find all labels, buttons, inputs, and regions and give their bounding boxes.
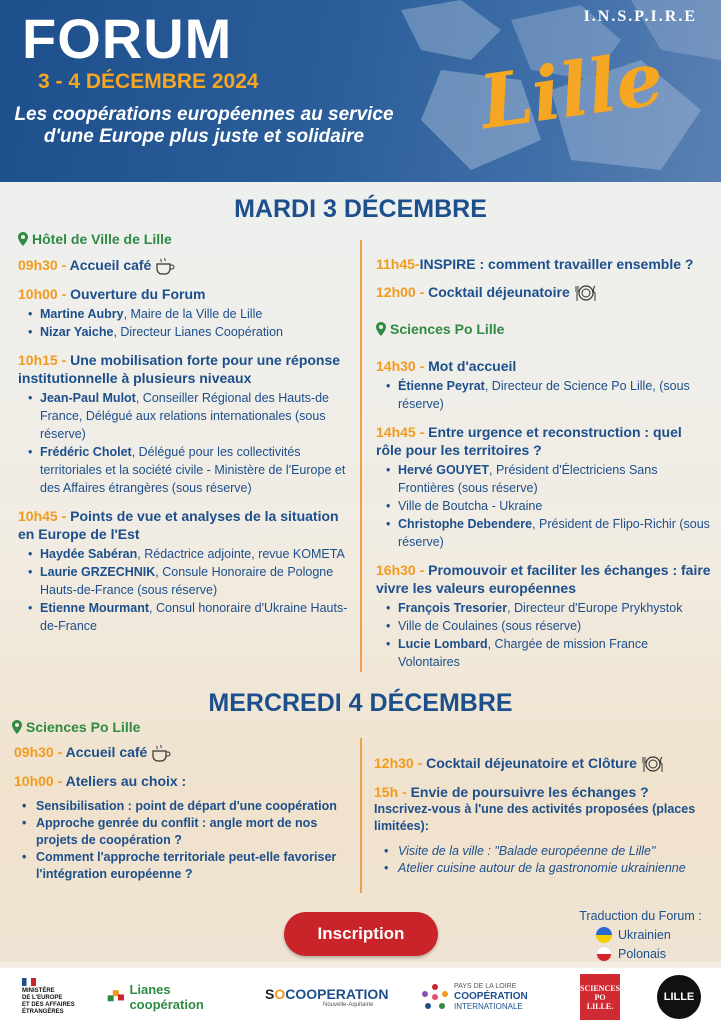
- speaker-item: • Étienne Peyrat, Directeur de Science Po Lille, (sous réserve): [386, 377, 711, 413]
- speaker-item: • Nizar Yaiche, Directeur Lianes Coopération: [28, 323, 358, 341]
- lianes-cooperation-logo: Lianes coopération: [106, 974, 231, 1020]
- schedule-slot: [18, 285, 358, 341]
- slot-time: 10h00 -: [14, 773, 66, 790]
- language-polish: Polonais: [596, 946, 713, 962]
- speaker-item: • Frédéric Cholet, Délégué pour les collectivités territoriales et la société civile - Ministère de l'Europe et des Affaires étrangères (sous réserve): [28, 443, 358, 497]
- coffee-cup-icon: [151, 744, 173, 762]
- slot-title: Promouvoir et faciliter les échanges : faire vivre les valeurs européennes: [376, 562, 711, 596]
- schedule-slot: [376, 561, 711, 671]
- ukraine-flag-icon: [596, 927, 612, 943]
- day2-right-column: [374, 754, 714, 877]
- ville-de-lille-logo: LILLE: [657, 975, 701, 1019]
- schedule-slot: [376, 255, 716, 273]
- french-flag-icon: [22, 978, 36, 986]
- day1-right-top: [376, 255, 716, 302]
- speaker-item: • Christophe Debendere, Président de Flipo-Richir (sous réserve): [386, 515, 711, 551]
- schedule-slot: [376, 357, 711, 413]
- slot-title: Entre urgence et reconstruction : quel rôle pour les territoires ?: [376, 424, 682, 458]
- header-banner: [0, 0, 721, 182]
- sciences-po-lille-logo: SCIENCES PO LILLE.: [580, 974, 620, 1020]
- slot-time: 10h00 -: [18, 286, 71, 303]
- slot-time: 10h45 -: [18, 508, 71, 525]
- partner-logos-footer: [0, 968, 721, 1024]
- poland-flag-icon: [596, 946, 612, 962]
- slot-title: Accueil café: [69, 257, 152, 273]
- inscription-text: Inscrivez-vous à l'une des activités proposées (places limitées):: [374, 802, 696, 834]
- slot-time: 12h30 -: [374, 755, 427, 771]
- so-cooperation-logo: SOCOOPERATION Nouvelle-Aquitaine: [265, 986, 389, 1008]
- translation-box: [568, 909, 713, 962]
- speaker-item: • Haydée Sabéran, Rédactrice adjointe, revue KOMETA: [28, 545, 358, 563]
- pays-de-la-loire-logo: PAYS DE LA LOIRE COOPÉRATION INTERNATIONALE: [420, 974, 550, 1020]
- day1-left-column: [18, 256, 358, 635]
- place-label: Hôtel de Ville de Lille: [32, 231, 172, 247]
- slot-title: INSPIRE : comment travailler ensemble ?: [419, 256, 694, 272]
- activity-item: • Atelier cuisine autour de la gastronomie ukrainienne: [384, 860, 714, 877]
- schedule-slot: [18, 351, 358, 497]
- forum-subtitle: Les coopérations européennes au service d'une Europe plus juste et solidaire: [14, 104, 394, 147]
- forum-title: FORUM: [22, 7, 233, 70]
- slot-title: Mot d'accueil: [428, 358, 517, 374]
- day2-left-column: [14, 743, 354, 883]
- workshop-topic: • Comment l'approche territoriale peut-elle favoriser l'intégration européenne ?: [22, 849, 354, 883]
- schedule-slot: [18, 256, 358, 275]
- slot-time: 16h30 -: [376, 562, 429, 578]
- schedule-slot: [14, 743, 354, 762]
- schedule-slot: [374, 754, 714, 773]
- slot-title: Ateliers au choix :: [65, 773, 187, 790]
- activity-item: • Visite de la ville : "Balade européenne de Lille": [384, 843, 714, 860]
- speaker-item: • Etienne Mourmant, Consul honoraire d'Ukraine Hauts-de-France: [28, 599, 358, 635]
- workshop-topic: • Sensibilisation : point de départ d'une coopération: [22, 798, 354, 815]
- schedule-slot: [376, 423, 711, 551]
- speaker-item: • François Tresorier, Directeur d'Europe Prykhystok: [386, 599, 711, 617]
- speaker-item: • Ville de Boutcha - Ukraine: [386, 497, 711, 515]
- place-label: Sciences Po Lille: [390, 321, 505, 337]
- plate-icon: [641, 755, 665, 773]
- slot-title: Envie de poursuivre les échanges ?: [410, 784, 649, 801]
- speaker-item: • Jean-Paul Mulot, Conseiller Régional des Hauts-de France, Délégué aux relations internationales (sous réserve): [28, 389, 358, 443]
- forum-dates: 3 - 4 DÉCEMBRE 2024: [38, 70, 259, 93]
- day1-right-column: [376, 357, 711, 671]
- day1-place-left: [18, 231, 172, 247]
- location-pin-icon: [12, 720, 22, 734]
- inspire-label: I.N.S.P.I.R.E: [583, 8, 697, 25]
- slot-title: Cocktail déjeunatoire et Clôture: [426, 755, 637, 771]
- day2-place: [12, 719, 140, 735]
- plate-icon: [574, 284, 598, 302]
- speaker-item: • Laurie GRZECHNIK, Consule Honoraire de Pologne Hauts-de-France (sous réserve): [28, 563, 358, 599]
- speaker-item: • Ville de Coulaines (sous réserve): [386, 617, 711, 635]
- day1-place-right: [376, 321, 504, 337]
- location-pin-icon: [18, 232, 28, 246]
- dots-globe-icon: [420, 982, 450, 1012]
- day1-title: MARDI 3 DÉCEMBRE: [234, 195, 487, 223]
- translation-title: Traduction du Forum :: [579, 909, 702, 923]
- schedule-slot: [376, 283, 716, 302]
- slot-time: 09h30 -: [18, 257, 70, 273]
- slot-time: 11h45-: [376, 256, 420, 272]
- schedule-slot: [14, 772, 354, 790]
- workshop-topic: • Approche genrée du conflit : angle mort de nos projets de coopération ?: [22, 815, 354, 849]
- speaker-item: • Lucie Lombard, Chargée de mission France Volontaires: [386, 635, 711, 671]
- slot-time: 09h30 -: [14, 744, 66, 760]
- inscription-button[interactable]: Inscription: [284, 912, 438, 956]
- lille-logo: Lille: [474, 35, 669, 147]
- location-pin-icon: [376, 322, 386, 336]
- slot-time: 12h00 -: [376, 284, 429, 300]
- slot-time: 14h30 -: [376, 358, 429, 374]
- column-divider: [360, 738, 362, 893]
- slot-time: 10h15 -: [18, 352, 71, 369]
- lianes-icon: [106, 985, 126, 1009]
- coffee-cup-icon: [155, 257, 177, 275]
- schedule-slot: [374, 783, 714, 801]
- slot-title: Accueil café: [65, 744, 148, 760]
- slot-time: 14h45 -: [376, 424, 429, 440]
- slot-time: 15h -: [374, 784, 411, 801]
- language-ukrainian: Ukrainien: [596, 927, 713, 943]
- slot-title: Points de vue et analyses de la situation en Europe de l'Est: [18, 508, 339, 543]
- column-divider: [360, 240, 362, 672]
- slot-title: Ouverture du Forum: [70, 286, 206, 303]
- speaker-item: • Hervé GOUYET, Président d'Électriciens Sans Frontières (sous réserve): [386, 461, 711, 497]
- speaker-item: • Martine Aubry, Maire de la Ville de Lille: [28, 305, 358, 323]
- slot-title: Cocktail déjeunatoire: [428, 284, 570, 300]
- place-label: Sciences Po Lille: [26, 719, 141, 735]
- ministere-logo: MINISTÈRE DE L'EUROPE ET DES AFFAIRES ÉTRANGÈRES: [22, 974, 92, 1020]
- day2-title: MERCREDI 4 DÉCEMBRE: [208, 689, 513, 717]
- slot-title: Une mobilisation forte pour une réponse institutionnelle à plusieurs niveaux: [18, 352, 341, 387]
- schedule-slot: [18, 507, 358, 635]
